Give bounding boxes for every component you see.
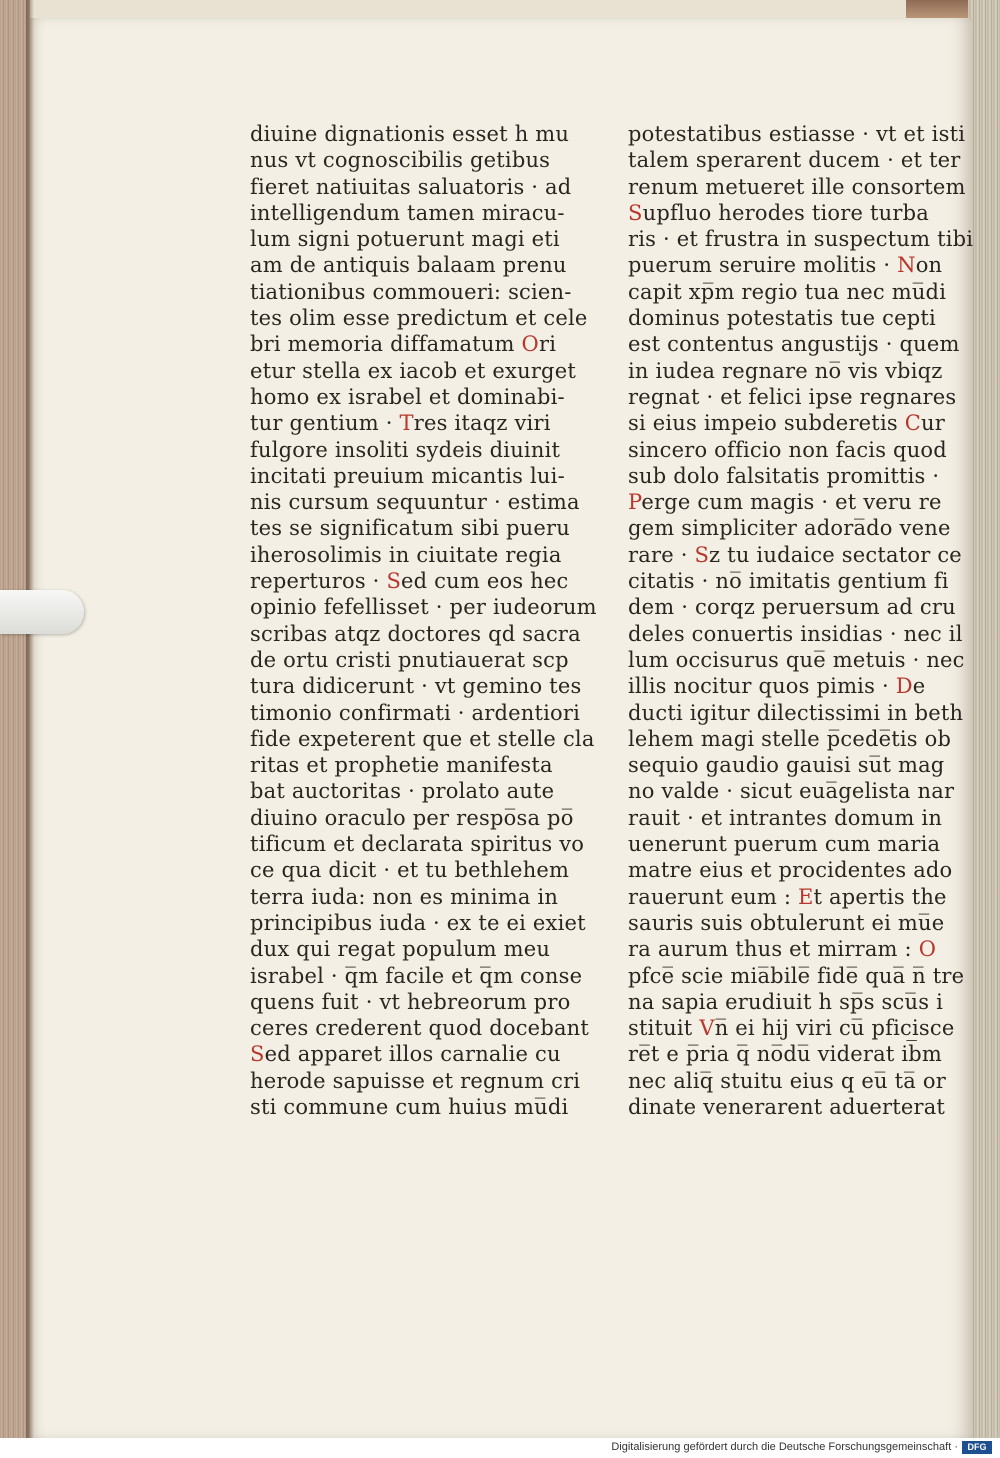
left-column-line: principibus iuda · ex te ei exiet [250, 910, 586, 935]
rubricated-initial: T [399, 411, 414, 436]
right-column-line: citatis · no̅ imitatis gentium fi [628, 569, 949, 594]
right-column-line: talem sperarent ducem · et ter [628, 148, 961, 173]
rubricated-initial: P [628, 490, 642, 515]
rubricated-initial: N [897, 253, 916, 278]
left-column-line: fide expeterent que et stelle cla [250, 726, 595, 751]
left-column-line: tiationibus commoueri: scien- [250, 279, 572, 304]
left-column-line: Sed apparet illos carnalie cu [250, 1042, 561, 1067]
left-column-line: diuine dignationis esset h mu [250, 122, 570, 146]
right-column-line: dominus potestatis tue cepti [628, 306, 936, 331]
left-column-line: nus vt cognoscibilis getibus [250, 148, 551, 173]
right-column-line: na sapia erudiuit h sp̅s scu̅s i [628, 989, 943, 1014]
left-column-line: nis cursum sequuntur · estima [250, 490, 580, 515]
right-column-line: uenerunt puerum cum maria [628, 832, 941, 857]
left-column-line: bat auctoritas · prolato aute [250, 779, 555, 804]
right-column-line: re̅t e p̅ria q̅ no̅du̅ viderat ib̅m [628, 1042, 943, 1067]
rubricated-initial: S [250, 1042, 265, 1067]
right-column-line: gem simpliciter adora̅do vene [628, 516, 951, 541]
left-column-line: ce qua dicit · et tu bethlehem [250, 858, 570, 883]
left-column-line: herode sapuisse et regnum cri [250, 1068, 581, 1093]
right-column-line: dem · corqz peruersum ad cru [628, 595, 956, 620]
left-column-line: tificum et declarata spiritus vo [250, 832, 585, 857]
right-column-line: matre eius et procidentes ado [628, 858, 953, 883]
manuscript-page [30, 18, 972, 1438]
rubricated-initial: O [521, 332, 539, 357]
left-column-line: am de antiquis balaam prenu [250, 253, 567, 278]
bookmark-strip [0, 590, 84, 634]
rubricated-initial: V [699, 1016, 715, 1041]
left-column-line: israbel · q̅m facile et q̅m conse [250, 963, 583, 988]
right-column-line: rauerunt eum : Et apertis the [628, 884, 947, 909]
right-column-line: lehem magi stelle p̅cede̅tis ob [628, 726, 952, 751]
left-column-line: terra iuda: non es minima in [250, 884, 559, 909]
left-column-line: bri memoria diffamatum Ori [250, 332, 557, 357]
left-column-line: iherosolimis in ciuitate regia [250, 542, 562, 567]
right-column-line: ducti igitur dilectissimi in beth [628, 700, 964, 725]
right-column-line: sincero officio non facis quod [628, 437, 947, 462]
rubricated-initial: S [386, 569, 402, 594]
right-page-edges [968, 0, 1000, 1438]
right-column-line: nec aliq̅ stuitu eius q eu̅ ta̅ or [628, 1068, 946, 1093]
right-column-line: renum metueret ille consortem [628, 174, 966, 199]
right-column-line: capit xp̅m regio tua nec mu̅di [628, 279, 947, 304]
left-column-line: tur gentium · Tres itaqz viri [250, 411, 551, 436]
rubricated-initial: O [918, 937, 937, 962]
left-column-line: de ortu cristi pnutiauerat scp [250, 647, 569, 672]
left-column-line: homo ex israbel et dominabi- [250, 384, 565, 409]
right-column-line: regnat · et felici ipse regnares [628, 384, 957, 409]
right-column-line: illis nocitur quos pimis · De [628, 674, 926, 699]
left-column-line: sti commune cum huius mu̅di [250, 1094, 569, 1119]
rubricated-initial: D [895, 674, 913, 699]
left-column-line: quens fuit · vt hebreorum pro [250, 989, 571, 1014]
right-column-line: rare · Sz tu iudaice sectator ce [628, 542, 962, 567]
right-column-line: sequio gaudio gauisi su̅t mag [628, 753, 945, 778]
left-column-line: tes olim esse predictum et cele [250, 306, 588, 331]
right-column-line: potestatibus estiasse · vt et isti [628, 122, 966, 146]
left-column-line: tes se significatum sibi pueru [250, 516, 570, 541]
dfg-logo: DFG [962, 1441, 992, 1454]
left-column-line: timonio confirmati · ardentiori [250, 700, 581, 725]
right-column-line: deles conuertis insidias · nec il [628, 621, 963, 646]
left-column-line: etur stella ex iacob et exurget [250, 358, 576, 383]
left-text-column [250, 121, 597, 1120]
left-column-line: tura didicerunt · vt gemino tes [250, 674, 582, 699]
funding-credit: Digitalisierung gefördert durch die Deutsche Forschungsgemeinschaft · [611, 1441, 958, 1453]
left-column-line: ceres crederent quod docebant [250, 1016, 590, 1041]
left-column-line: ritas et prophetie manifesta [250, 753, 553, 778]
left-column-line: diuino oraculo per respo̅sa po̅ [250, 805, 574, 830]
right-column-line: est contentus angustijs · quem [628, 332, 960, 357]
rubricated-initial: S [694, 542, 710, 567]
right-column-line: no valde · sicut eua̅gelista nar [628, 779, 955, 804]
right-column-line: Perge cum magis · et veru re [628, 490, 942, 515]
rubricated-initial: E [798, 884, 814, 909]
right-column-line: si eius impeio subderetis Cur [628, 411, 945, 436]
left-column-line: intelligendum tamen miracu- [250, 200, 565, 225]
left-column-line: scribas atqz doctores qd sacra [250, 621, 581, 646]
left-column-line: fulgore insoliti sydeis diuinit [250, 437, 561, 462]
right-column-line: rauit · et intrantes domum in [628, 805, 943, 830]
right-column-line: pfce̅ scie mia̅bile̅ fide̅ qua̅ n̅ tre [628, 963, 965, 988]
right-column-line: sauris suis obtulerunt ei mu̅e [628, 910, 945, 935]
left-column-line: incitati preuium micantis lui- [250, 463, 565, 488]
left-column-line: lum signi potuerunt magi eti [250, 227, 560, 252]
footer-bar [0, 1438, 1000, 1458]
rubricated-initial: S [628, 200, 643, 225]
right-column-line: sub dolo falsitatis promittis · [628, 463, 940, 488]
left-column-line: reperturos · Sed cum eos hec [250, 569, 569, 594]
rubricated-initial: C [904, 411, 921, 436]
right-text-column [628, 121, 974, 1120]
left-column-line: dux qui regat populum meu [250, 937, 551, 962]
right-column-line: lum occisurus que̅ metuis · nec [628, 647, 965, 672]
right-column-line: stituit Vn̅ ei hij viri cu̅ pficisce [628, 1016, 955, 1041]
left-column-line: opinio fefellisset · per iudeorum [250, 595, 597, 620]
right-column-line: dinate venerarent aduerterat [628, 1094, 946, 1119]
right-column-line: ris · et frustra in suspectum tibi [628, 227, 974, 252]
left-column-line: fieret natiuitas saluatoris · ad [250, 174, 572, 199]
right-column-line: ra aurum thus et mirram : O [628, 937, 937, 962]
right-column-line: Supfluo herodes tiore turba [628, 200, 929, 225]
right-column-line: puerum seruire molitis · Non [628, 253, 943, 278]
right-column-line: in iudea regnare no̅ vis vbiqz [628, 358, 943, 383]
gutter-shadow [26, 0, 34, 1438]
